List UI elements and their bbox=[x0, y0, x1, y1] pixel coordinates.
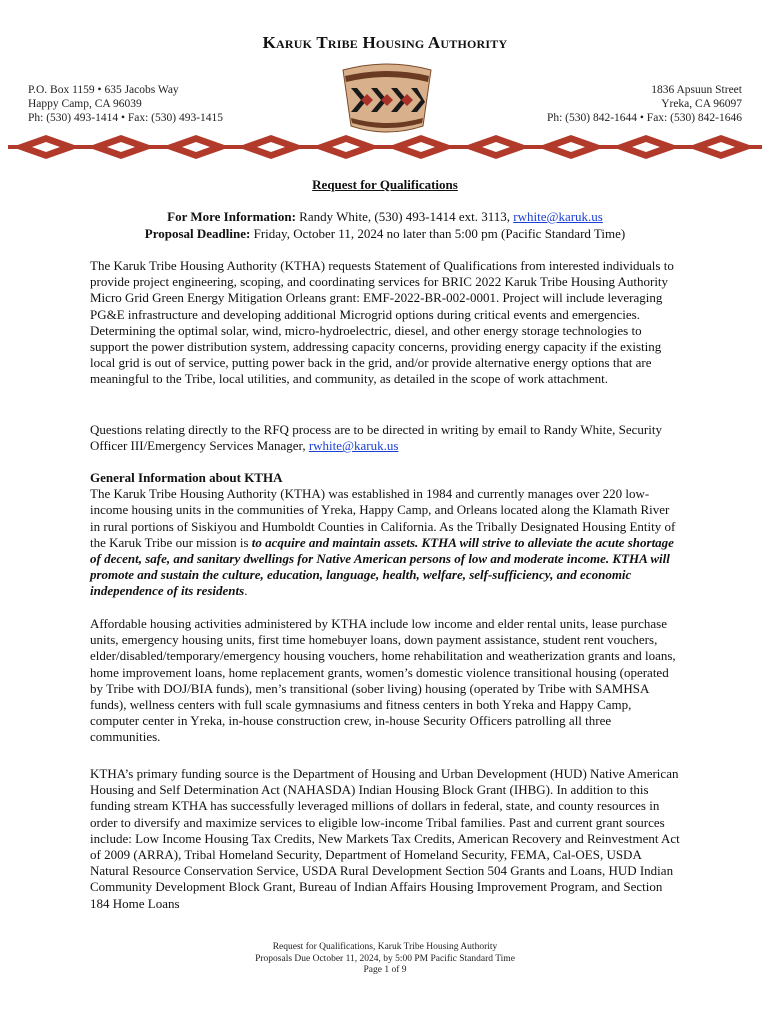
intro-paragraph: The Karuk Tribe Housing Authority (KTHA) requests Statement of Qualifications from interested individuals to provide project engineering, scoping, and coordinating services for BRIC 2022 Karuk Tribe Housing Authority Micro Grid Green Energy Mitigation Orleans grant: EMF-2022-BR-002-0001. Project will include leveraging PG&E infrastructure and developing additional Microgrid options during critical events and emergencies. Determining the optimal solar, wind, micro-hydroelectric, diesel, and other energy storage technologies to support the power distribution system, addressing capacity concerns, providing energy capacity if the existing local grid is out of service, putting power back in the grid, and/or provide alternative energy options that are meaningful to the Tribe, local utilities, and community, as detailed in the scope of work attachment. bbox=[90, 258, 674, 387]
left-address-block bbox=[28, 83, 223, 125]
mission-period: . bbox=[244, 583, 248, 599]
mission-statement: to acquire and maintain assets. KTHA will strive to alleviate the acute shortage of decent, safe, and sanitary dwellings for Native American persons of low and moderate income. KTHA will promote and sustain the culture, education, language, health, welfare, self-sufficiency, and economic independence of its residents bbox=[90, 534, 674, 599]
left-address-line: P.O. Box 1159 • 635 Jacobs Way bbox=[28, 84, 179, 96]
right-address-line: Yreka, CA 96097 bbox=[661, 98, 742, 110]
info-text: Randy White, (530) 493-1414 ext. 3113, bbox=[299, 209, 511, 224]
decorative-band bbox=[8, 132, 762, 162]
activities-paragraph: Affordable housing activities administered by KTHA include low income and elder rental units, lease purchase units, emergency housing units, first time homebuyer loans, down payment assistance, student rent vouchers, elder/disabled/temporary/emergency housing vouchers, home rehabilitation and weatherization grants and loans, home improvement loans, home replacement grants, women’s domestic violence transitional housing (operated by Tribe with DOJ/BIA funds), men’s transitional (sober living) housing (operated by Tribe with SAMHSA funds), wellness centers with full scale gymnasiums and fitness centers in both Yreka and Happy Camp, computer center in Yreka, in-house construction crew, in-house Security Officers patrolling all three communities. bbox=[90, 616, 676, 745]
deadline-label: Proposal Deadline: bbox=[144, 226, 251, 241]
left-address-line: Happy Camp, CA 96039 bbox=[28, 98, 142, 110]
general-info-heading: General Information about KTHA bbox=[90, 470, 283, 485]
page-number: Page 1 of 9 bbox=[363, 965, 407, 975]
footer-line: Request for Qualifications, Karuk Tribe Housing Authority bbox=[272, 942, 498, 952]
footer-line: Proposals Due October 11, 2024, by 5:00 PM Pacific Standard Time bbox=[255, 953, 515, 964]
questions-text: Questions relating directly to the RFQ process are to be directed in writing by email to Randy White, Security Officer III/Emergency Services Manager, bbox=[90, 422, 662, 454]
contact-email-link[interactable]: rwhite@karuk.us bbox=[513, 209, 603, 224]
info-label: For More Information: bbox=[167, 209, 296, 224]
info-line bbox=[90, 209, 680, 225]
left-address-line: Ph: (530) 493-1414 • Fax: (530) 493-1415 bbox=[28, 112, 224, 124]
questions-email-link[interactable]: rwhite@karuk.us bbox=[308, 438, 399, 454]
right-address-block bbox=[547, 83, 742, 125]
right-address-line: Ph: (530) 842-1644 • Fax: (530) 842-1646 bbox=[546, 112, 742, 124]
general-info-section bbox=[90, 470, 680, 600]
general-info-text: The Karuk Tribe Housing Authority (KTHA) was established in 1984 and currently manages over 220 low-income housing units in the communities of Yreka, Happy Camp, and Orleans located along the Klamath River in rural portions of Siskiyou and Humboldt Counties in California. As the Tribally Designated Housing Entity of the Karuk Tribe our mission is bbox=[90, 486, 676, 550]
right-address-line: 1836 Apsuun Street bbox=[651, 84, 742, 96]
questions-paragraph bbox=[90, 422, 680, 454]
page-footer bbox=[0, 942, 770, 977]
organization-title: Karuk Tribe Housing Authority bbox=[262, 33, 508, 52]
deadline-line bbox=[90, 226, 680, 242]
funding-paragraph: KTHA’s primary funding source is the Department of Housing and Urban Development (HUD) Native American Housing and Self Determination Act (NAHASDA) Indian Housing Block Grant (IHBG). In addition to this funding stream KTHA has successfully leveraged millions of dollars in federal, state, and county resources in order to diversify and maximize services to eligible low-income Tribal families. Past and current grant sources include: Low Income Housing Tax Credits, New Markets Tax Credits, American Recovery and Reinvestment Act of 2009 (ARRA), Tribal Homeland Security, Department of Homeland Security, FEMA, Cal-OES, USDA Natural Resource Conservation Service, USDA Rural Development Section 504 Grants and Loans, HUD Indian Community Development Block Grant, Bureau of Indian Affairs Housing Improvement Program, and Section 184 Home Loans bbox=[90, 766, 680, 911]
basket-logo bbox=[337, 56, 437, 138]
deadline-text: Friday, October 11, 2024 no later than 5:00 pm (Pacific Standard Time) bbox=[253, 226, 626, 241]
rfq-title: Request for Qualifications bbox=[312, 177, 458, 192]
